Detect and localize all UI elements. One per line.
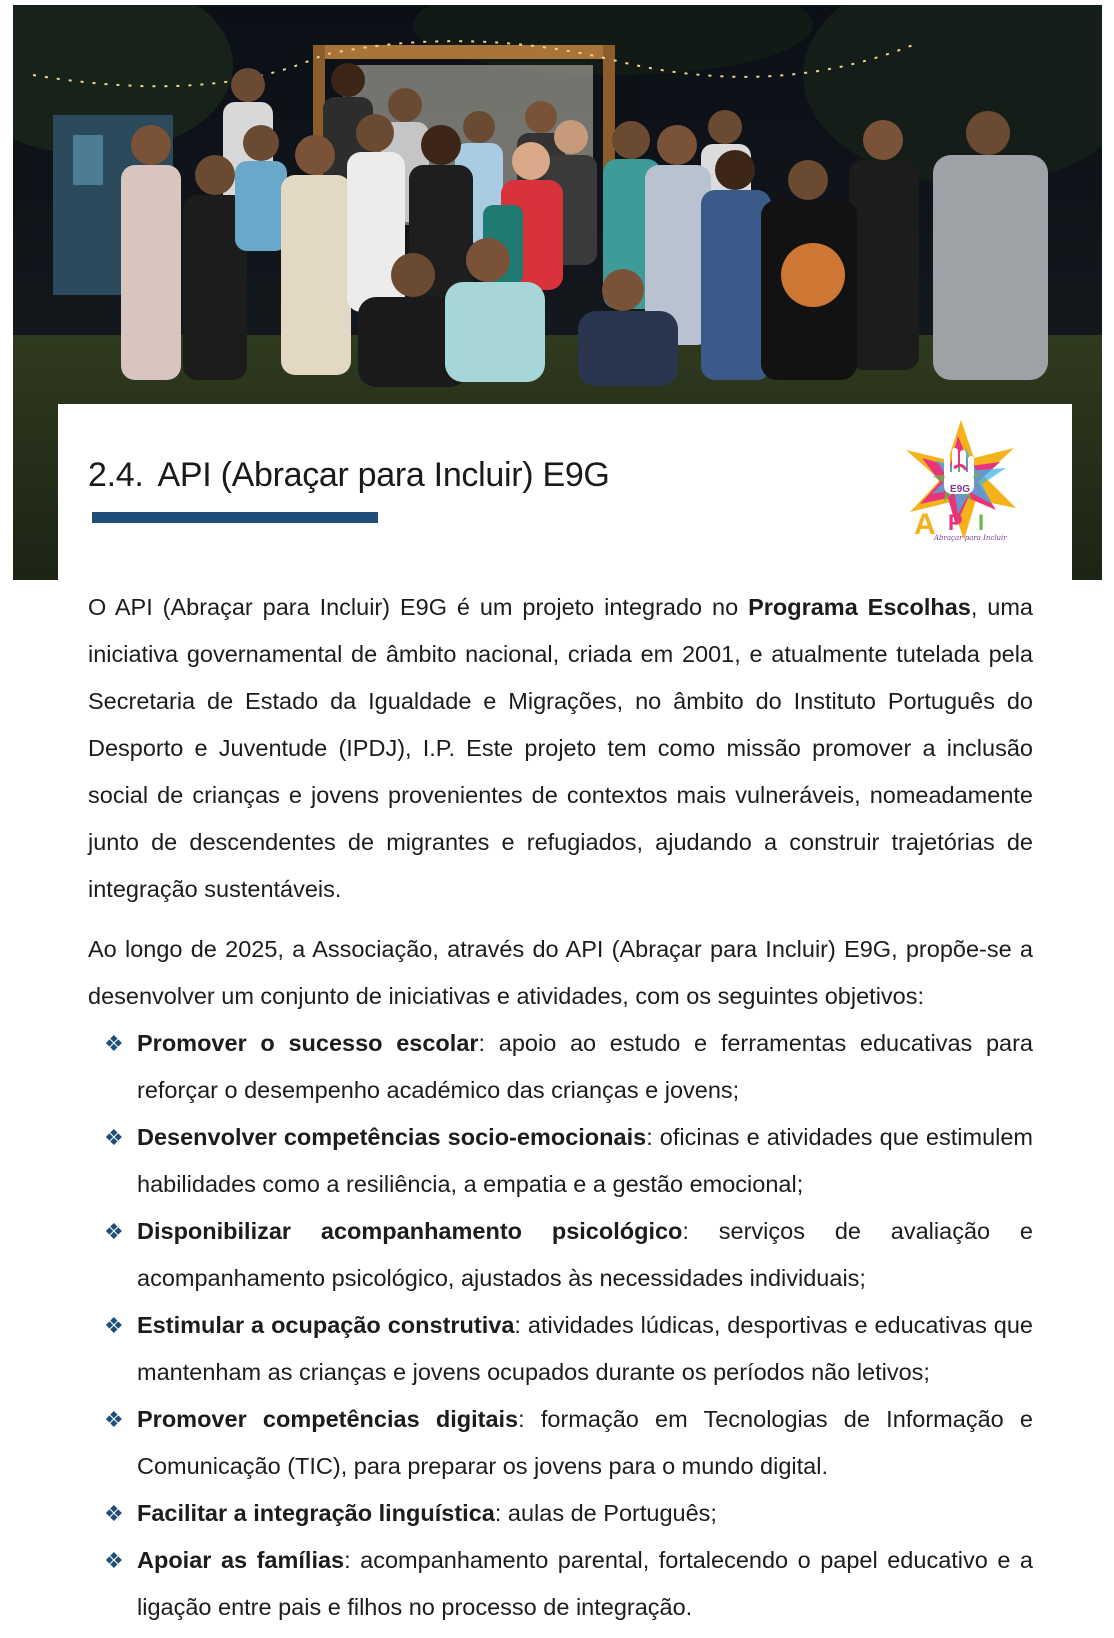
body-content [88, 584, 1033, 1631]
objective-text: : acompanhamento parental, fortalecendo o papel educativo e a ligação entre pais e filhos no processo de integração. [137, 1547, 1034, 1620]
objectives-list [88, 1020, 1033, 1631]
list-item [88, 1208, 1033, 1302]
diamond-bullet-icon: ❖ [104, 1219, 124, 1244]
section-number: 2.4. [88, 456, 144, 494]
logo-script-text: Abraçar para Incluir [934, 534, 1007, 542]
list-item [88, 1114, 1033, 1208]
objective-text: : apoio ao estudo e ferramentas educativas para reforçar o desempenho académico das crianças e jovens; [137, 1030, 1033, 1103]
logo-letter-p: P [948, 510, 963, 535]
diamond-bullet-icon: ❖ [104, 1548, 124, 1573]
list-item [88, 1396, 1033, 1490]
objective-heading: Promover competências digitais [137, 1406, 519, 1432]
section-title-card [58, 404, 1072, 580]
diamond-bullet-icon: ❖ [104, 1031, 124, 1056]
objective-heading: Estimular a ocupação construtiva [137, 1312, 515, 1338]
logo-badge: E9G [949, 484, 971, 495]
objective-heading: Disponibilizar acompanhamento psicológico [137, 1218, 683, 1244]
objective-heading: Apoiar as famílias [137, 1547, 345, 1573]
objective-text: : formação em Tecnologias de Informação e Comunicação (TIC), para preparar os jovens para o mundo digital. [137, 1406, 1034, 1479]
list-item [88, 1302, 1033, 1396]
objectives-intro-paragraph: Ao longo de 2025, a Associação, através do API (Abraçar para Incluir) E9G, propõe-se a desenvolver um conjunto de iniciativas e atividades, com os seguintes objetivos: [88, 936, 1033, 1009]
intro-paragraph [88, 584, 1033, 913]
diamond-bullet-icon: ❖ [104, 1501, 124, 1526]
list-item [88, 1490, 1033, 1537]
objective-heading: Facilitar a integração linguística [137, 1500, 495, 1526]
list-item [88, 1537, 1033, 1631]
programa-escolhas-highlight: Programa Escolhas [748, 594, 971, 620]
section-title-text: API (Abraçar para Incluir) E9G [157, 456, 610, 494]
logo-letter-a: A [914, 508, 936, 541]
objective-heading: Desenvolver competências socio-emocionais [137, 1124, 647, 1150]
diamond-bullet-icon: ❖ [104, 1125, 124, 1150]
title-underline-bar [92, 512, 378, 523]
list-item [88, 1020, 1033, 1114]
objective-text: : oficinas e atividades que estimulem habilidades como a resiliência, a empatia e a gestão emocional; [137, 1124, 1033, 1197]
objective-text: : serviços de avaliação e acompanhamento psicológico, ajustados às necessidades individuais; [137, 1218, 1033, 1291]
objective-text: : atividades lúdicas, desportivas e educativas que mantenham as crianças e jovens ocupados durante os períodos não letivos; [137, 1312, 1033, 1385]
section-title [88, 456, 610, 495]
intro-text-start: O API (Abraçar para Incluir) E9G é um projeto integrado no [88, 594, 749, 620]
diamond-bullet-icon: ❖ [104, 1407, 124, 1432]
objective-heading: Promover o sucesso escolar [137, 1030, 479, 1056]
intro-text-end: , uma iniciativa governamental de âmbito nacional, criada em 2001, e atualmente tutelada pela Secretaria de Estado da Igualdade e Migrações, no âmbito do Instituto Português do Desporto e Juventude (IPDJ), I.P. Este projeto tem como missão promover a inclusão social de crianças e jovens provenientes de contextos mais vulneráveis, nomeadamente junto de descendentes de migrantes e refugiados, ajudando a construir trajetórias de integração sustentáveis. [88, 594, 1033, 902]
api-logo [896, 418, 1026, 548]
diamond-bullet-icon: ❖ [104, 1313, 124, 1338]
logo-letter-i: I [978, 510, 985, 535]
objective-text: : aulas de Português; [494, 1500, 717, 1526]
